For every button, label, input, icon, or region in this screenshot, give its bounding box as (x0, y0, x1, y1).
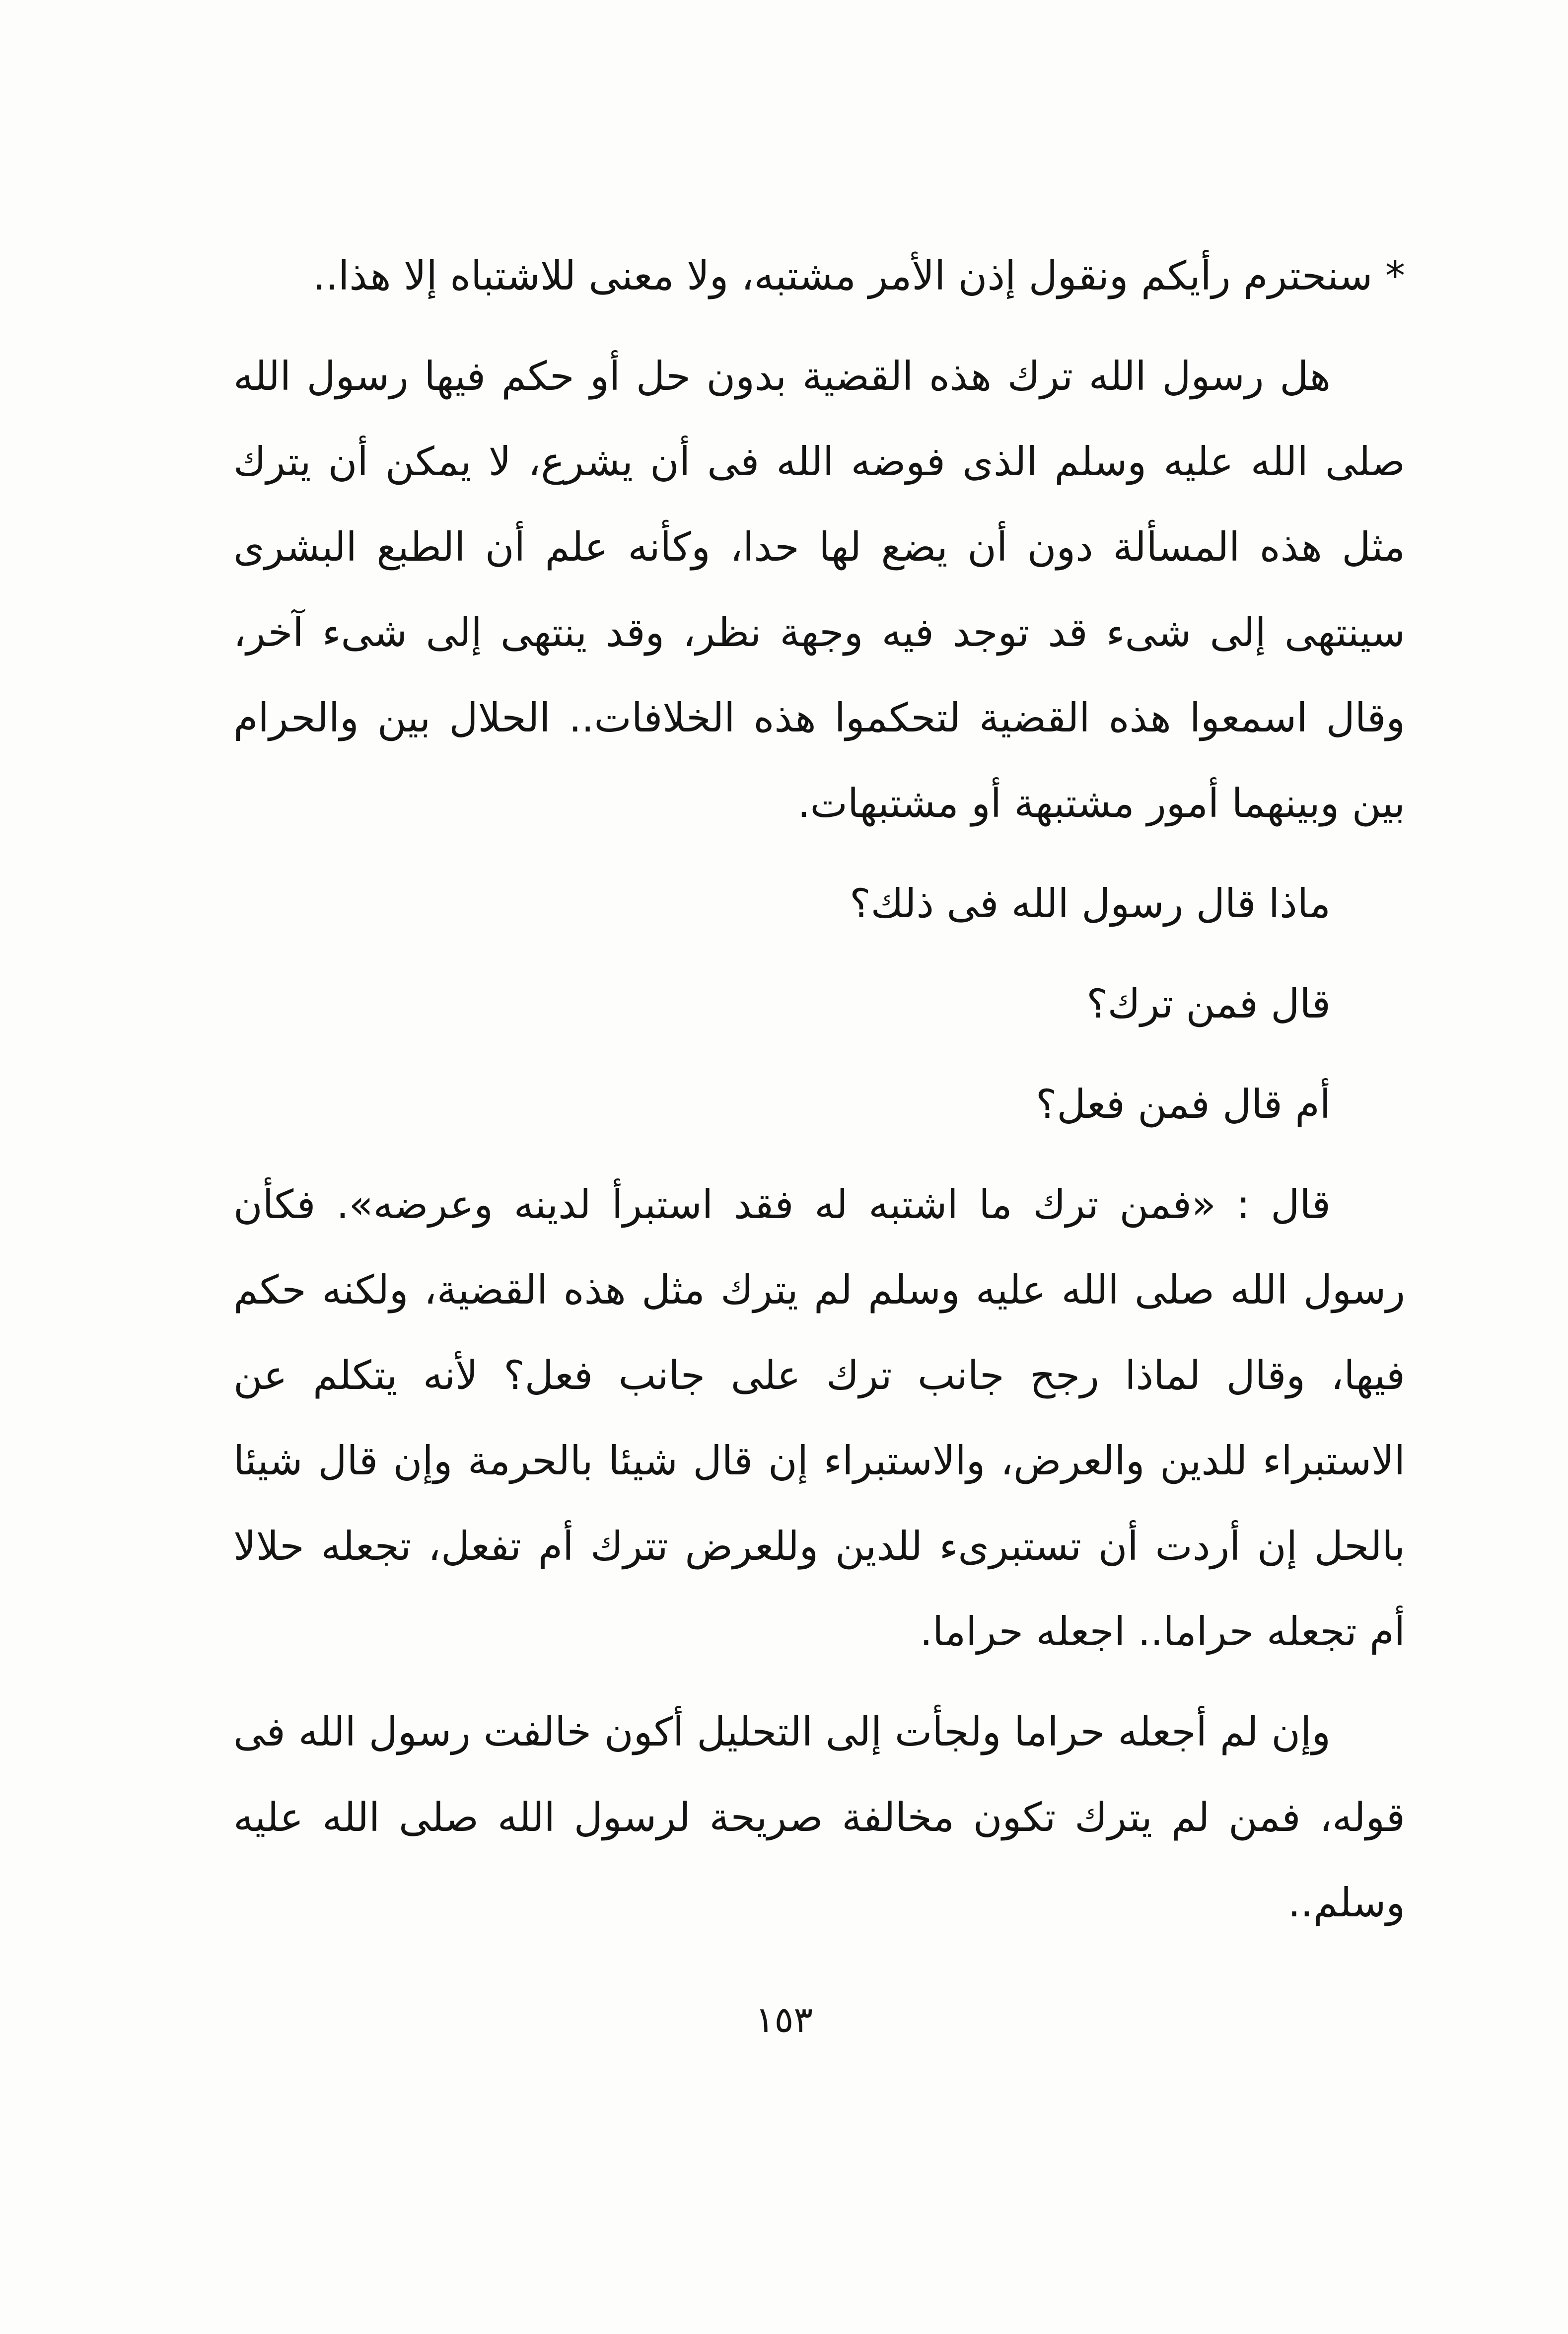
question-2: قال فمن ترك؟ (1086, 981, 1331, 1027)
paragraph-1: * سنحترم رأيكم ونقول إذن الأمر مشتبه، ولا معنى للاشتباه إلا هذا.. (313, 253, 1405, 299)
paragraph-2: هل رسول الله ترك هذه القضية بدون حل أو حكم فيها رسول الله صلى الله عليه وسلم الذى فوضه الله فى أن يشرع، لا يمكن أن يترك مثل هذه المسألة دون أن يضع لها حدا، وكأنه علم أن الطبع البشرى سينتهى إلى شىء قد توجد فيه وجهة نظر، وقد ينتهى إلى شىء آخر، وقال اسمعوا هذه القضية لتحكموا هذه الخلافات.. الحلال بين والحرام بين وبينهما أمور مشتبهة أو مشتبهات. (233, 353, 1405, 826)
paragraph-3: قال : «فمن ترك ما اشتبه له فقد استبرأ لدينه وعرضه». فكأن رسول الله صلى الله عليه وسلم لم يترك مثل هذه القضية، ولكنه حكم فيها، وقال لماذا رجح جانب ترك على جانب فعل؟ لأنه يتكلم عن الاستبراء للدين والعرض، والاستبراء إن قال شيئا بالحرمة وإن قال شيئا بالحل إن أردت أن تستبرىء للدين وللعرض تترك أم تفعل، تجعله حلالا أم تجعله حراما.. اجعله حراما. (233, 1181, 1405, 1655)
page-number: ١٥٣ (755, 1999, 813, 2041)
question-3: أم قال فمن فعل؟ (1035, 1081, 1331, 1127)
question-1: ماذا قال رسول الله فى ذلك؟ (850, 880, 1331, 927)
paragraph-4: وإن لم أجعله حراما ولجأت إلى التحليل أكون خالفت رسول الله فى قوله، فمن لم يترك تكون مخالفة صريحة لرسول الله صلى الله عليه وسلم.. (233, 1709, 1405, 1926)
body-text (233, 233, 1405, 1961)
